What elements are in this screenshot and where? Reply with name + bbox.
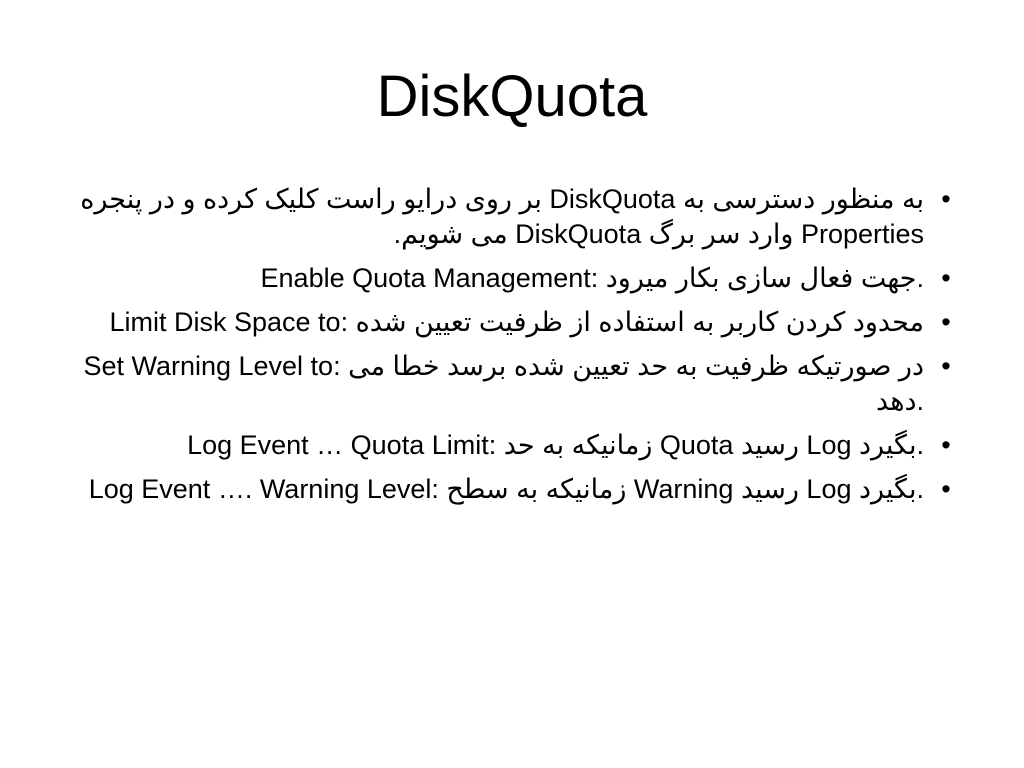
bullet-item-warning-level xyxy=(78,349,956,419)
bullet-text-enable-quota: Enable Quota Management: جهت فعال سازی بکار میرود. xyxy=(260,263,924,293)
bullet-icon: • xyxy=(941,430,951,460)
bullet-icon: • xyxy=(941,307,951,337)
bullet-icon: • xyxy=(941,184,951,214)
bullet-item-enable-quota xyxy=(78,261,956,296)
slide-title: DiskQuota xyxy=(376,64,648,129)
bullet-icon: • xyxy=(941,263,951,293)
bullet-item-log-quota-limit xyxy=(78,428,956,463)
bullet-text-warning-level: Set Warning Level to: در صورتیکه ظرفیت به حد تعیین شده برسد خطا می دهد. xyxy=(83,351,924,416)
bullet-text-limit-disk-space: Limit Disk Space to: محدود کردن کاربر به استفاده از ظرفیت تعیین شده xyxy=(109,307,924,337)
bullet-list xyxy=(78,182,956,516)
bullet-item-limit-disk-space xyxy=(78,305,956,340)
bullet-item-log-warning-level xyxy=(78,472,956,507)
bullet-icon: • xyxy=(941,474,951,504)
bullet-text-log-quota-limit: Log Event … Quota Limit: زمانیکه به حد Quota رسید Log بگیرد. xyxy=(187,430,924,460)
bullet-text-access: به منظور دسترسی به DiskQuota بر روی درایو راست کلیک کرده و در پنجره Properties وارد سر برگ DiskQuota می شویم. xyxy=(80,184,924,249)
bullet-text-log-warning-level: Log Event …. Warning Level: زمانیکه به سطح Warning رسید Log بگیرد. xyxy=(88,474,924,504)
bullet-item-access xyxy=(78,182,956,252)
bullet-icon: • xyxy=(941,351,951,381)
